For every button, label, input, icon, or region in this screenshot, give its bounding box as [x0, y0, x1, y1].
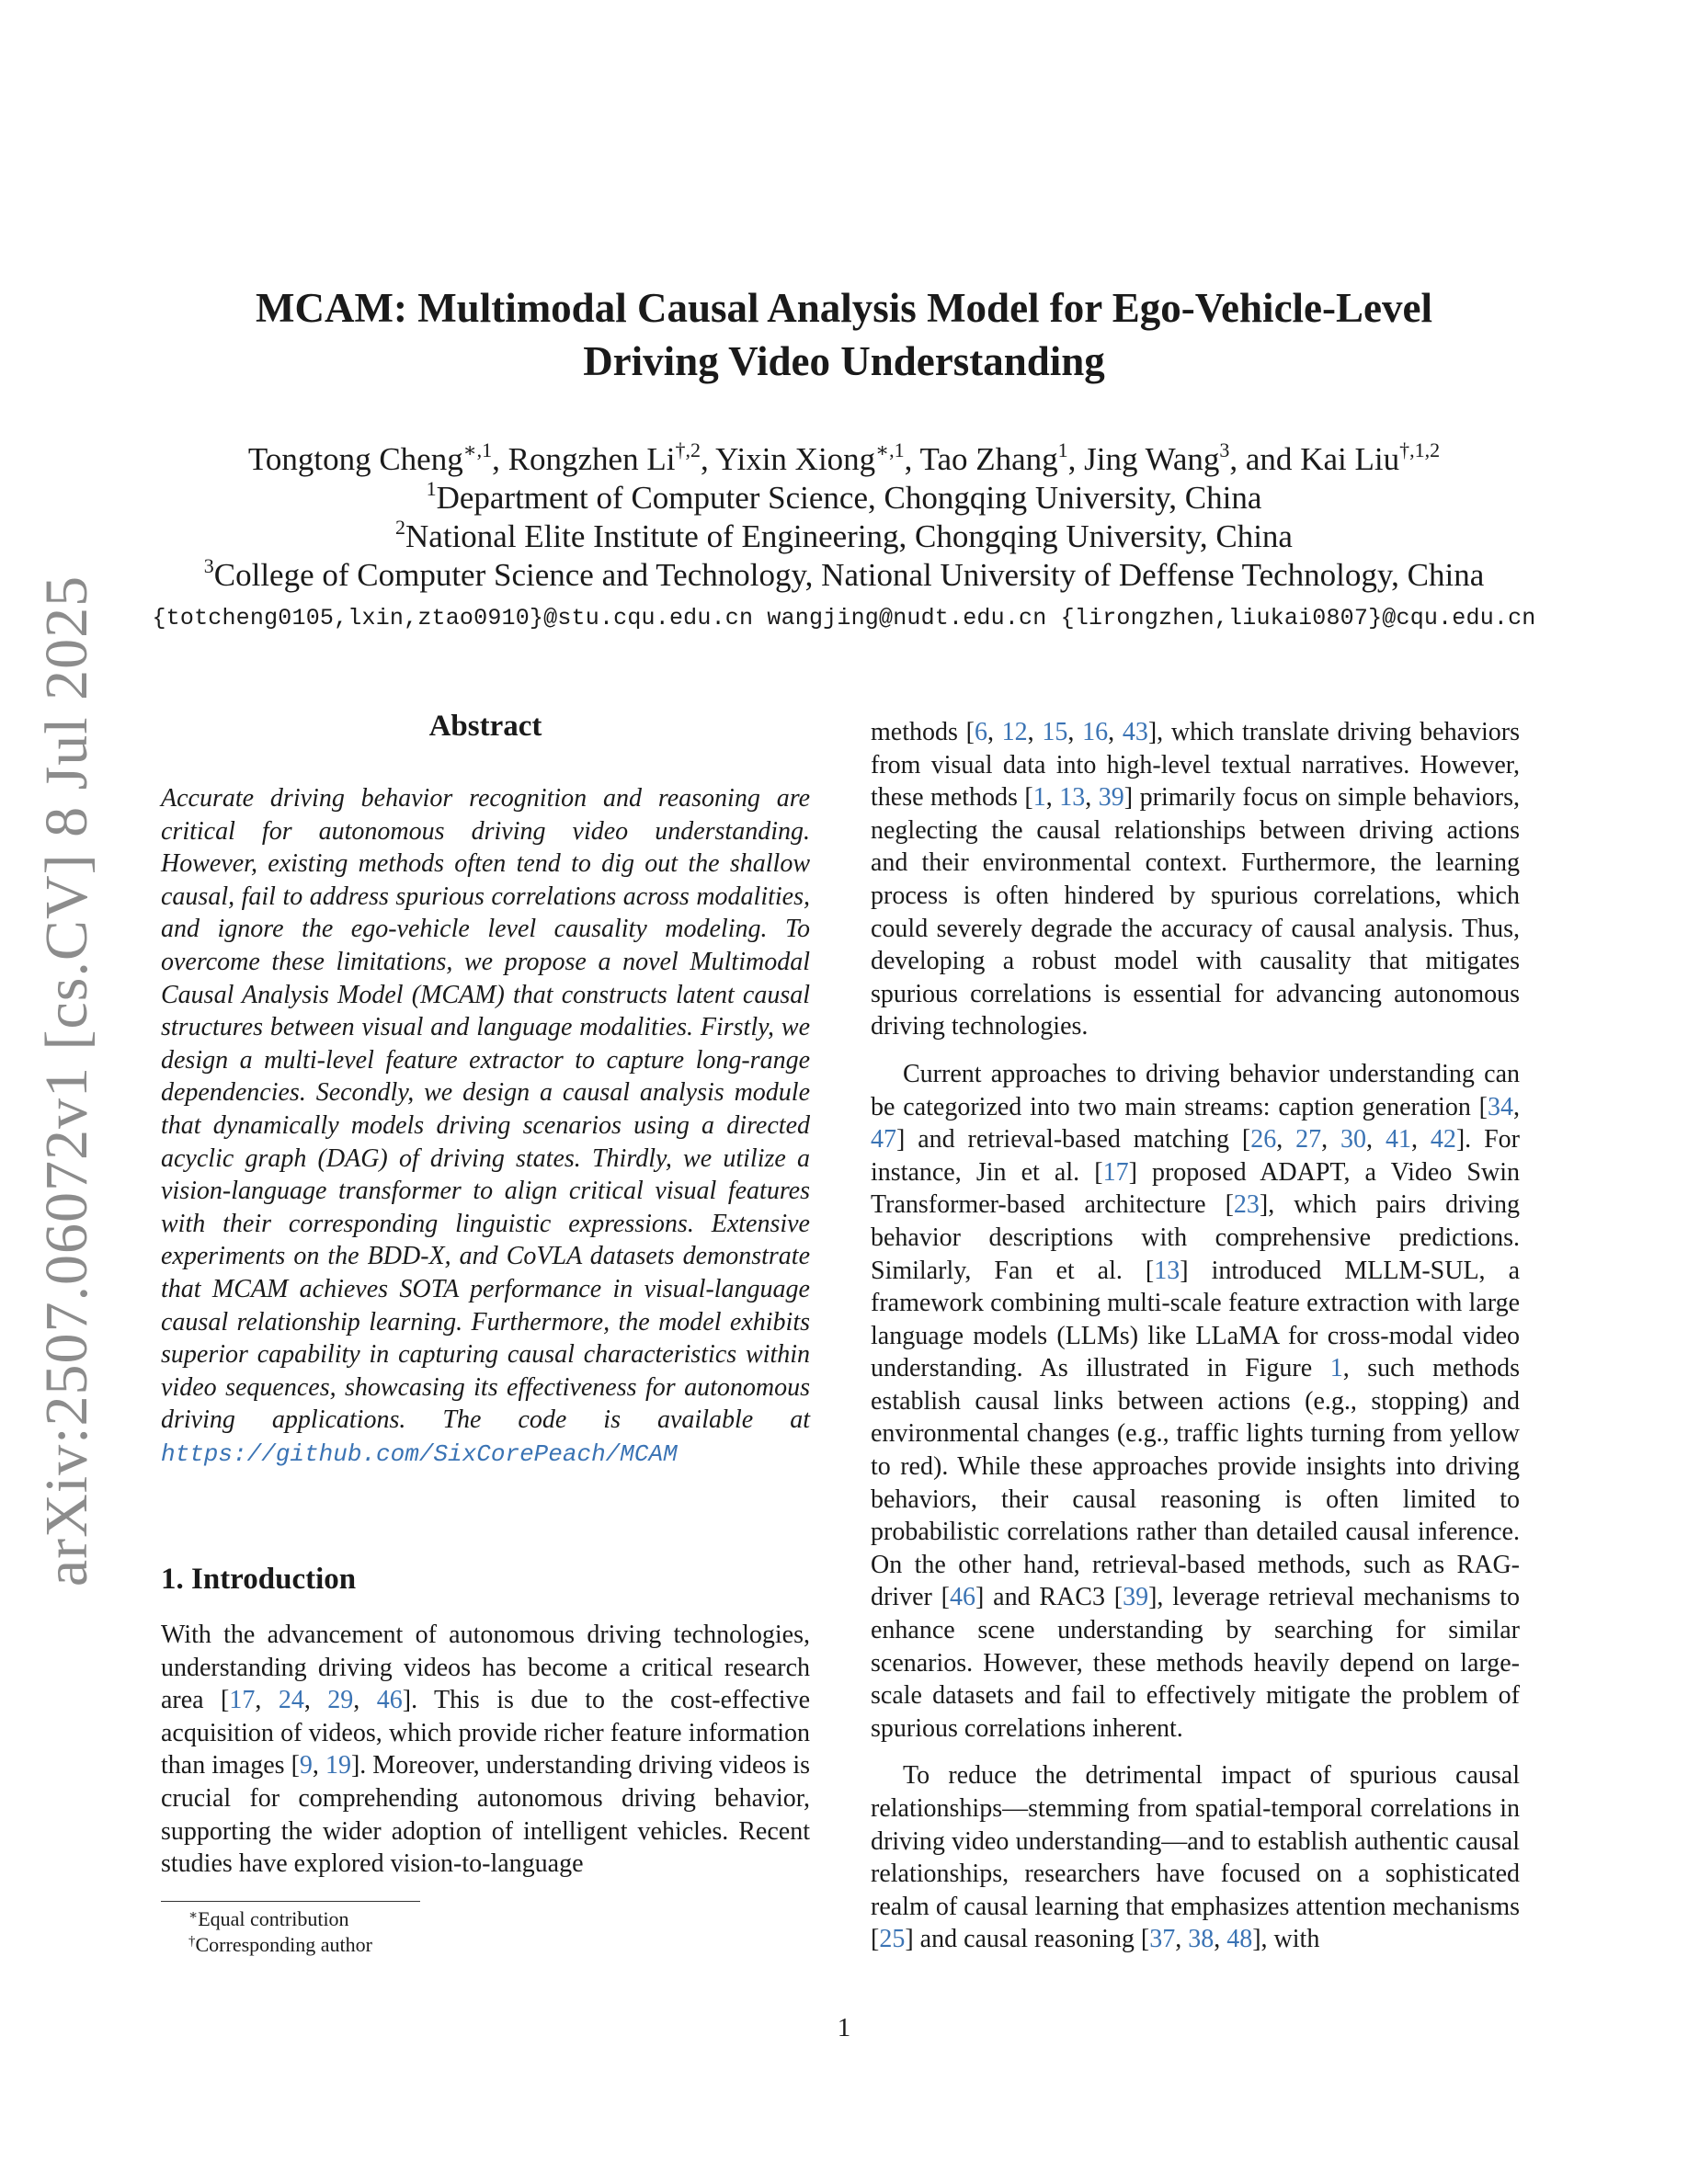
text-run: ,: [1410, 1125, 1431, 1155]
text-run: ] and causal reasoning [: [905, 1925, 1150, 1954]
text-run: ,: [1276, 1125, 1296, 1155]
author-separator: ,: [700, 441, 716, 477]
text-run: ] introduced MLLM-SUL, a framework combining multi-scale feature extraction with large language models (LLMs) like LLaMA for cross-modal video understanding. As illustrated in Figure: [871, 1256, 1521, 1383]
arxiv-watermark: [17, 0, 118, 2184]
footnote-2: [188, 1932, 372, 1958]
text-run: ,: [1045, 783, 1060, 813]
affiliation-2: [147, 518, 1541, 556]
text-run: ] and RAC3 [: [975, 1583, 1123, 1612]
paragraph: [161, 1619, 810, 1881]
text-run: ,: [1366, 1125, 1386, 1155]
paper-title-line-1: MCAM: Multimodal Causal Analysis Model for Ego-Vehicle-Level: [256, 285, 1432, 331]
abstract-heading: Abstract: [428, 710, 542, 743]
text-run: ], which pairs driving behavior descriptions with comprehensive predictions. Similarly, Fan et al. [: [871, 1190, 1520, 1285]
author-name: Rongzhen Li: [508, 441, 676, 477]
affiliation-text: College of Computer Science and Technology, National University of Deffense Technology, China: [213, 557, 1485, 593]
citation-link[interactable]: 16: [1082, 718, 1109, 746]
author-emails: {totcheng0105,lxin,ztao0910}@stu.cqu.edu.cn wangjing@nudt.edu.cn {lirongzhen,liukai0807}@cqu.edu.cn: [152, 605, 1536, 631]
citation-link[interactable]: 23: [1233, 1190, 1260, 1220]
text-run: ,: [1027, 718, 1043, 746]
text-run: ], with: [1252, 1925, 1320, 1954]
citation-link[interactable]: 17: [1102, 1157, 1129, 1187]
footnote-text: Corresponding author: [195, 1933, 372, 1956]
code-link[interactable]: https://github.com/SixCorePeach/MCAM: [161, 1439, 678, 1468]
author-marks: ∗,1: [462, 438, 493, 461]
text-run: ]. This is due to the cost-effective acquisition of videos, which provide richer feature information than images [: [161, 1686, 810, 1780]
abstract-body: [161, 782, 810, 1471]
footnote-mark: ∗: [188, 1908, 199, 1923]
text-run: methods [: [871, 718, 975, 746]
citation-link[interactable]: 47: [871, 1125, 896, 1155]
citation-link[interactable]: 13: [1154, 1256, 1180, 1285]
footnote-mark: †: [188, 1934, 196, 1949]
introduction-heading: 1. Introduction: [161, 1563, 357, 1596]
citation-link[interactable]: 34: [1488, 1092, 1513, 1121]
citation-link[interactable]: 39: [1123, 1583, 1149, 1612]
text-run: ,: [1067, 718, 1083, 746]
affiliation-mark: 1: [426, 477, 437, 500]
text-run: ] primarily focus on simple behaviors, neglecting the causal relationships between driving actions and their environmental context. Furthermore, the learning process is often hindered by spurious correlations, which could severely degrade the accuracy of causal analysis. Thus, developing a robust model with causality that mitigates spurious correlations is essential for advancing autonomous driving technologies.: [871, 783, 1521, 1041]
citation-link[interactable]: 26: [1250, 1125, 1277, 1155]
author-block: [147, 440, 1541, 595]
paragraph: [871, 1058, 1520, 1745]
text-run: ,: [353, 1686, 377, 1715]
citation-link[interactable]: 39: [1098, 783, 1124, 813]
text-run: ] and retrieval-based matching [: [896, 1125, 1251, 1155]
citation-link[interactable]: 43: [1122, 718, 1148, 746]
citation-link[interactable]: 46: [376, 1686, 403, 1715]
citation-link[interactable]: 48: [1226, 1925, 1253, 1954]
author-list: [147, 440, 1541, 479]
affiliation-text: National Elite Institute of Engineering, Chongqing University, China: [405, 518, 1293, 554]
citation-link[interactable]: 19: [325, 1751, 351, 1780]
page-number: 1: [837, 2013, 851, 2042]
affiliation-3: [147, 556, 1541, 595]
text-run: ] proposed ADAPT, a Video Swin Transformer-based architecture [: [871, 1157, 1520, 1220]
text-run: ], which translate driving behaviors from visual data into high-level textual narratives. However, these methods [: [871, 718, 1521, 813]
citation-link[interactable]: 25: [879, 1925, 906, 1954]
right-column: [871, 716, 1520, 1956]
citation-link[interactable]: 30: [1340, 1125, 1367, 1155]
citation-link[interactable]: 1: [1032, 783, 1046, 813]
author-separator: ,: [492, 441, 508, 477]
citation-link[interactable]: 24: [278, 1686, 304, 1715]
abstract-text: Accurate driving behavior recognition and reasoning are critical for autonomous driving video understanding. However, existing methods often tend to dig out the shallow causal, fail to address spurious correlations across modalities, and ignore the ego-vehicle level causality modeling. To overcome these limitations, we propose a novel Multimodal Causal Analysis Model (MCAM) that constructs latent causal structures between visual and language modalities. Firstly, we design a multi-level feature extractor to capture long-range dependencies. Secondly, we design a causal analysis module that dynamically models driving scenarios using a directed acyclic graph (DAG) of driving states. Thirdly, we utilize a vision-language transformer to align critical visual features with their corresponding linguistic expressions. Extensive experiments on the BDD-X, and CoVLA datasets demonstrate that MCAM achieves SOTA performance in visual-language causal relationship learning. Furthermore, the model exhibits superior capability in capturing causal characteristics within video sequences, showcasing its effectiveness for autonomous driving applications. The code is available at: [161, 784, 810, 1435]
citation-link[interactable]: 9: [299, 1751, 313, 1780]
citation-link[interactable]: 38: [1188, 1925, 1215, 1954]
text-run: ,: [255, 1686, 279, 1715]
author-separator: , and: [1229, 441, 1301, 477]
author-name: Kai Liu: [1300, 441, 1400, 477]
arxiv-watermark-text: arXiv:2507.06072v1 [cs.CV] 8 Jul 2025: [33, 574, 100, 1587]
author-marks: †,2: [675, 438, 701, 461]
affiliation-mark: 2: [395, 516, 406, 539]
paragraph: [871, 1759, 1520, 1956]
footnotes: [188, 1906, 372, 1958]
citation-link[interactable]: 42: [1430, 1125, 1456, 1155]
text-run: ,: [303, 1686, 328, 1715]
author-separator: ,: [1067, 441, 1085, 477]
author-marks: ∗,1: [875, 438, 905, 461]
affiliation-1: [147, 479, 1541, 518]
citation-link[interactable]: 37: [1149, 1925, 1176, 1954]
author-name: Tao Zhang: [919, 441, 1058, 477]
author-name: Jing Wang: [1084, 441, 1220, 477]
author-marks: 1: [1057, 438, 1068, 461]
paper-title-line-2: Driving Video Understanding: [583, 338, 1105, 384]
citation-link[interactable]: 1: [1329, 1354, 1343, 1383]
affiliation-text: Department of Computer Science, Chongqing University, China: [436, 480, 1262, 516]
text-run: ,: [987, 718, 1002, 746]
text-run: ,: [1108, 718, 1123, 746]
affiliation-mark: 3: [203, 554, 214, 577]
paper-title: [202, 281, 1486, 388]
text-run: ,: [1513, 1092, 1520, 1121]
citation-link[interactable]: 46: [950, 1583, 975, 1612]
footnote-1: [188, 1906, 372, 1932]
author-name: Yixin Xiong: [715, 441, 876, 477]
text-run: ,: [1214, 1925, 1227, 1954]
text-run: ,: [1321, 1125, 1341, 1155]
text-run: With the advancement of autonomous driving technologies, understanding driving videos has become a critical research area [: [161, 1621, 810, 1715]
citation-link[interactable]: 41: [1385, 1125, 1411, 1155]
text-run: Current approaches to driving behavior understanding can be categorized into two main streams: caption generation [: [871, 1059, 1520, 1121]
citation-link[interactable]: 17: [229, 1686, 256, 1715]
citation-link[interactable]: 6: [974, 718, 987, 746]
text-run: ]. Moreover, understanding driving videos is crucial for comprehending autonomous driving behavior, supporting the wider adoption of intelligent vehicles. Recent studies have explored vision-to-language: [161, 1751, 810, 1879]
text-run: , such methods establish causal links between actions (e.g., stopping) and environmental changes (e.g., traffic lights turning from yellow to red). While these approaches provide insights into driving behaviors, their causal reasoning is often limited to probabilistic correlations rather than detailed causal inference. On the other hand, retrieval-based methods, such as RAG-driver [: [871, 1354, 1520, 1612]
footnote-text: Equal contribution: [198, 1907, 349, 1930]
footnote-rule: [161, 1901, 420, 1902]
paragraph: [871, 716, 1520, 1043]
citation-link[interactable]: 12: [1001, 718, 1028, 746]
author-marks: 3: [1219, 438, 1230, 461]
text-run: ], leverage retrieval mechanisms to enhance scene understanding by searching for similar scenarios. However, these methods heavily depend on large-scale datasets and fail to effectively mitigate the problem of spurious correlations inherent.: [871, 1583, 1520, 1743]
citation-link[interactable]: 27: [1295, 1125, 1322, 1155]
author-marks: †,1,2: [1399, 438, 1441, 461]
text-run: ,: [312, 1751, 325, 1780]
author-separator: ,: [904, 441, 920, 477]
citation-link[interactable]: 13: [1059, 783, 1086, 813]
text-run: ,: [1175, 1925, 1189, 1954]
introduction-left-paragraph: [161, 1619, 810, 1881]
text-run: To reduce the detrimental impact of spurious causal relationships—stemming from spatial-temporal correlations in driving video understanding—and to establish authentic causal relationships, researchers have focused on a sophisticated realm of causal learning that emphasizes attention mechanisms [: [871, 1761, 1520, 1954]
author-name: Tongtong Cheng: [247, 441, 463, 477]
text-run: ,: [1085, 783, 1099, 813]
text-run: ]. For instance, Jin et al. [: [871, 1125, 1520, 1187]
citation-link[interactable]: 15: [1042, 718, 1068, 746]
citation-link[interactable]: 29: [327, 1686, 354, 1715]
